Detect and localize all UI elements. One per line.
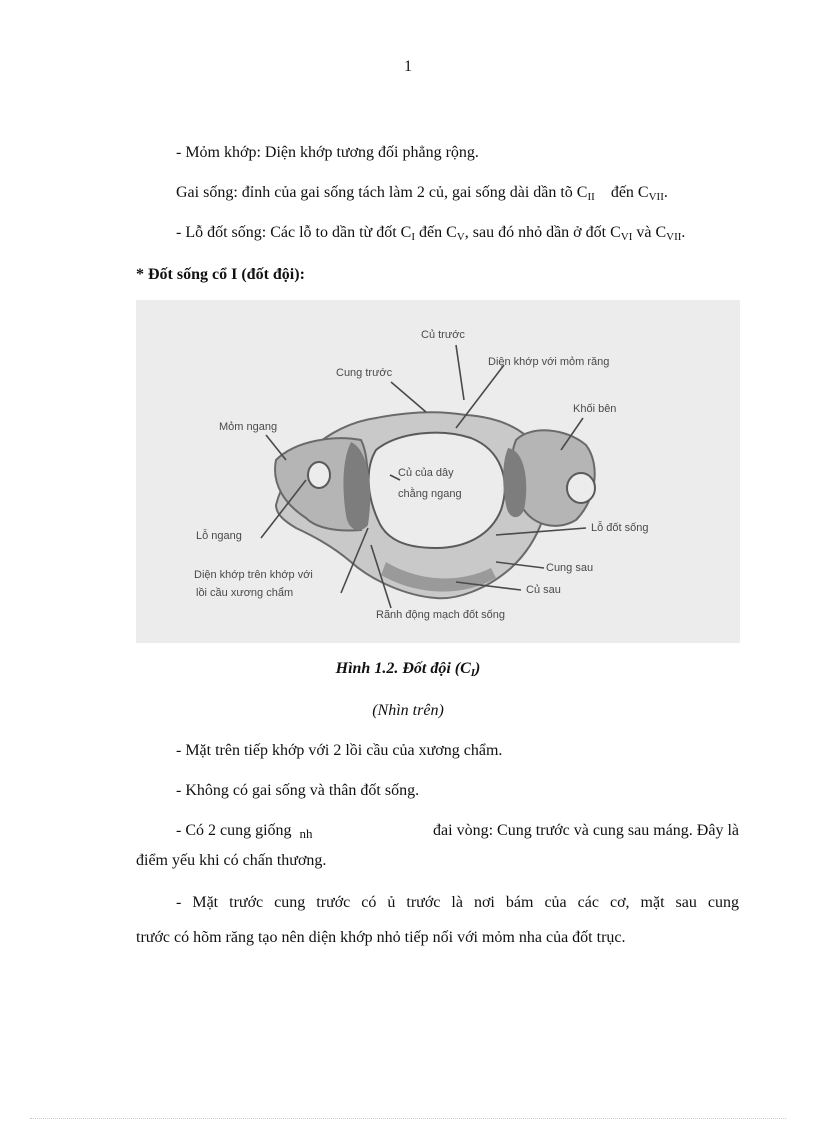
leader-line [456,345,464,400]
leader-line [391,382,426,412]
atlas-vertebra-figure [136,300,740,643]
lo-dot-song-text: đến C [415,224,457,241]
label-khoi-ben: Khối bên [573,403,617,415]
paragraph-gai-song [176,183,668,207]
paragraph-mat-tren: - Mặt trên tiếp khớp với 2 lồi cầu của xương chẩm. [176,742,503,759]
subscript: VII [666,231,682,243]
co-2-cung-rest: đai vòng: Cung trước và cung sau máng. Đây là [433,822,739,839]
right-transverse-foramen [567,473,595,503]
paragraph-co-2-cung-line2: điểm yếu khi có chấn thương. [136,852,327,869]
label-dien-khop-tren-2: lồi cầu xương chẩm [196,587,294,599]
label-cu-truoc: Củ trước [421,329,465,341]
label-cu-day-chang-1: Củ của dây [398,467,454,479]
subscript: VII [648,191,664,203]
paragraph-mat-truoc-line2: trước có hõm răng tạo nên diện khớp nhỏ tiếp nối với mỏm nha của đốt trục. [136,929,626,946]
lo-dot-song-text: và C [632,224,667,241]
label-dien-khop-mom-rang: Diện khớp với mỏm răng [488,356,610,368]
paragraph-khong-co: - Không có gai sống và thân đốt sống. [176,782,420,799]
section-heading: * Đốt sống cổ I (đốt đội): [136,266,305,283]
lo-dot-song-text: - Lỗ đốt sống: Các lỗ to dần từ đốt C [176,224,412,241]
label-cu-sau: Củ sau [526,584,561,596]
gai-song-text: đến C [610,184,649,201]
left-transverse-foramen [308,462,330,488]
page-bottom-divider [30,1118,786,1119]
co-2-cung-text [176,821,313,844]
co-2-cung-nh: nh [299,826,313,841]
gai-song-text: . [663,184,668,201]
paragraph-lo-dot-song [176,223,685,247]
lo-dot-song-text: . [681,224,686,241]
co-2-cung-start: - Có 2 cung giống [176,822,292,839]
gai-song-text: Gai sống: đỉnh của gai sống tách làm 2 củ, gai sống dài dần tõ C [176,184,588,201]
label-ranh-dong-mach: Rãnh động mạch đốt sống [376,609,506,621]
lo-dot-song-text: , sau đó nhỏ dần ở đốt C [464,224,621,241]
label-mom-ngang: Mỏm ngang [219,421,278,433]
subscript: I [411,231,415,243]
label-cung-truoc: Cung trước [336,367,393,379]
caption-title-text: Hình 1.2. Đốt đội (C [335,660,471,677]
label-lo-dot-song: Lỗ đốt sống [591,522,649,534]
subscript: I [470,667,476,679]
paragraph-mat-truoc-line1: - Mặt trước cung trước có ủ trước là nơi bám của các cơ, mặt sau cung [176,894,739,911]
subscript: II [587,191,595,203]
figure-caption-title [0,660,816,679]
label-lo-ngang: Lỗ ngang [196,530,242,542]
leader-line [266,435,286,460]
page-number: 1 [404,58,412,75]
paragraph-mom-khop: - Mỏm khớp: Diện khớp tương đối phẳng rộng. [176,144,479,161]
figure-caption-subtitle: (Nhìn trên) [372,702,444,719]
caption-title-end: ) [475,660,481,677]
subscript: V [456,231,465,243]
label-dien-khop-tren-1: Diện khớp trên khớp với [194,569,313,581]
label-cung-sau: Cung sau [546,562,594,574]
subscript: VI [620,231,633,243]
paragraph-co-2-cung-line1 [176,821,739,844]
label-cu-day-chang-2: chằng ngang [398,488,462,500]
